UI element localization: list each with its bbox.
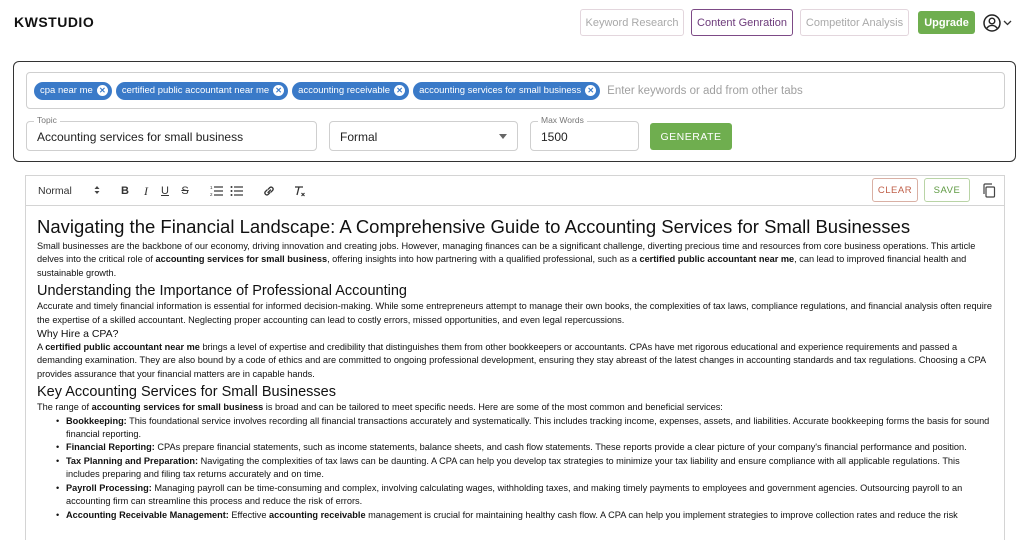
nav-keyword-research-button[interactable]: Keyword Research <box>580 9 684 36</box>
services-list <box>61 415 992 522</box>
keywords-input-box[interactable] <box>26 72 1005 109</box>
keyword-chip[interactable]: accounting services for small business ✕ <box>413 82 600 100</box>
keyword-chip[interactable]: cpa near me ✕ <box>34 82 112 100</box>
chip-remove-icon[interactable]: ✕ <box>97 85 108 96</box>
article-title: Navigating the Financial Landscape: A Comprehensive Guide to Accounting Services for Small Businesses <box>37 216 911 237</box>
editor-content[interactable] <box>37 216 992 522</box>
strikethrough-icon[interactable]: S <box>181 185 189 197</box>
chevron-down-icon <box>1003 20 1012 26</box>
paragraph: Accurate and timely financial information is essential for informed decision-making. While some entrepreneurs attempt to manage their own books, the complexities of tax laws, compliance regulations, and financial analysis often require the expertise of a skilled accountant. Neglecting proper accounting can lead to costly errors, missed opportunities, and even legal repercussions. <box>37 301 992 325</box>
italic-icon[interactable]: I <box>144 183 148 198</box>
dropdown-arrow-icon <box>499 134 507 139</box>
chip-remove-icon[interactable]: ✕ <box>394 85 405 96</box>
list-item: • Bookkeeping: This foundational service involves recording all financial transactions accurately and systematically. This includes tracking income, expenses, assets, and liabilities. Accurate bookkeeping forms the basis for sound financial reporting. <box>61 415 992 442</box>
copy-icon[interactable] <box>982 183 996 198</box>
keyword-input[interactable] <box>607 85 907 97</box>
chip-remove-icon[interactable]: ✕ <box>273 85 284 96</box>
generate-button[interactable]: GENERATE <box>650 123 732 150</box>
intro-paragraph: Small businesses are the backbone of our economy, driving innovation and creating jobs. However, managing finances can be a significant challenge, diverting precious time and resources from core business operations. This article delves into the critical role of accounting services for small business, offering insights into how partnering with a qualified professional, such as a certified public accountant near me, can lead to improved financial health and sustainable growth. <box>37 241 976 278</box>
list-item: • Payroll Processing: Managing payroll can be time-consuming and complex, involving calculating wages, withholding taxes, and making timely payments to employees and government agencies. Outsourcing payroll to an accounting firm can streamline this process and reduce the risk of errors. <box>61 482 992 509</box>
svg-text:2: 2 <box>210 192 213 197</box>
user-menu[interactable] <box>983 13 1015 33</box>
topic-field[interactable] <box>26 115 317 151</box>
ordered-list-icon[interactable] <box>210 184 224 198</box>
max-words-value: 1500 <box>541 130 568 144</box>
list-item: • Financial Reporting: CPAs prepare financial statements, such as income statements, balance sheets, and cash flow statements. These reports provide a clear picture of your company's financial performance and position. <box>61 441 992 454</box>
svg-text:1: 1 <box>210 185 213 190</box>
nav-competitor-analysis-button[interactable]: Competitor Analysis <box>800 9 909 36</box>
user-avatar-icon <box>983 14 1001 32</box>
subsection-heading: Why Hire a CPA? <box>37 328 119 341</box>
link-icon[interactable] <box>262 184 276 198</box>
topic-value: Accounting services for small business <box>37 130 244 144</box>
save-button[interactable]: SAVE <box>924 178 970 202</box>
section-heading: Key Accounting Services for Small Businesses <box>37 384 336 401</box>
max-words-label: Max Words <box>538 115 587 125</box>
rich-text-editor <box>25 175 1005 540</box>
max-words-field[interactable] <box>530 115 639 151</box>
generation-settings-panel <box>13 61 1016 162</box>
list-item: • Accounting Receivable Management: Effective accounting receivable management is crucial for maintaining healthy cash flow. A CPA can help you implement strategies to improve collection rates and reduce the risk <box>61 509 992 522</box>
app-logo[interactable]: KWSTUDIO <box>14 14 95 30</box>
bold-icon[interactable]: B <box>121 185 129 197</box>
underline-icon[interactable]: U <box>161 185 169 197</box>
paragraph: The range of accounting services for small business is broad and can be tailored to meet specific needs. Here are some of the most common and beneficial services: <box>37 402 723 413</box>
tone-select[interactable] <box>329 121 518 151</box>
nav-content-generation-button[interactable]: Content Genration <box>691 9 793 36</box>
section-heading: Understanding the Importance of Professional Accounting <box>37 283 407 300</box>
keyword-chip[interactable]: accounting receivable ✕ <box>292 82 409 100</box>
bullet-list-icon[interactable] <box>230 184 244 198</box>
editor-toolbar <box>26 176 1004 206</box>
tone-value: Formal <box>340 130 378 144</box>
updown-arrows-icon <box>94 185 100 195</box>
upgrade-button[interactable]: Upgrade <box>918 11 975 34</box>
keyword-chip[interactable]: certified public accountant near me ✕ <box>116 82 288 100</box>
clear-format-icon[interactable] <box>293 184 307 198</box>
format-select[interactable]: Normal <box>38 185 100 197</box>
paragraph: A certified public accountant near me brings a level of expertise and credibility that distinguishes them from other bookkeepers or accountants. CPAs have met rigorous educational and experience requirements and passed a demanding examination. They are also bound by a code of ethics and are committed to ongoing professional development, ensuring they stay abreast of the latest changes in accounting standards and tax regulations. Choosing a CPA provides assurance that your financial matters are in capable hands. <box>37 342 986 379</box>
app-header <box>0 0 1024 46</box>
clear-button[interactable]: CLEAR <box>872 178 918 202</box>
list-item: • Tax Planning and Preparation: Navigating the complexities of tax laws can be daunting. A CPA can help you develop tax strategies to minimize your tax liability and ensure compliance with all applicable regulations. This includes preparing and filing tax returns accurately and on time. <box>61 455 992 482</box>
topic-label: Topic <box>34 115 60 125</box>
chip-remove-icon[interactable]: ✕ <box>585 85 596 96</box>
